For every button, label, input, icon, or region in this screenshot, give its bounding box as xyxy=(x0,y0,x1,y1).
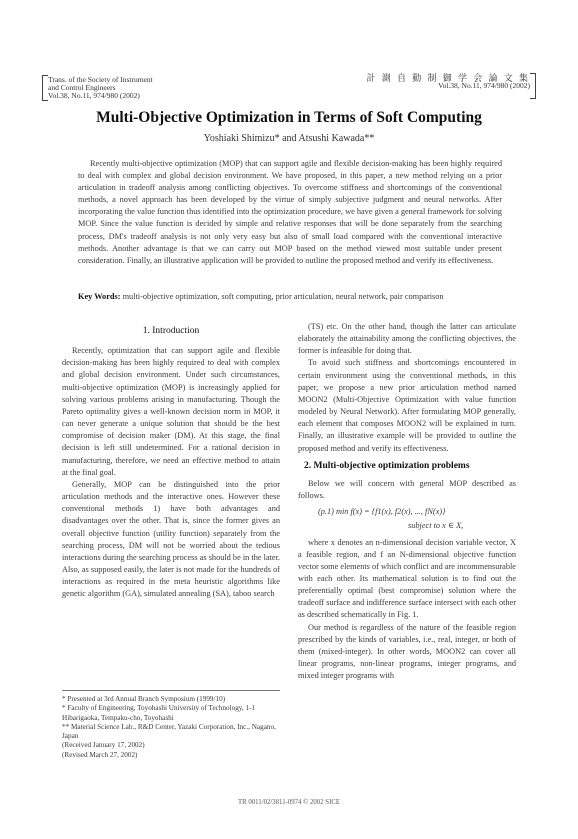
keywords xyxy=(78,291,502,302)
keywords-label: Key Words: xyxy=(78,292,121,301)
page-footer: TR 0011/02/3811-0974 © 2002 SICE xyxy=(237,799,341,806)
header-bracket-right xyxy=(530,73,536,99)
paper-authors: Yoshiaki Shimizu* and Atsushi Kawada** xyxy=(203,133,375,144)
left-column xyxy=(62,321,280,600)
right-column xyxy=(298,321,516,682)
journal-name-line2: and Control Engineers xyxy=(48,83,116,92)
right-paragraph-1: (TS) etc. On the other hand, though the latter can articulate elaborately the attainability among the conflicting objectives, the former is infeasible for doing that. xyxy=(298,322,516,356)
intro-paragraph-2: Generally, MOP can be distinguished into the prior articulation methods and the interactive ones. However these conventional methods 1) have both advantages and disadvantages over the other. That is, since the former gives an overall objective function (utility function) separately from the searching process, DM will not be worried about the tedious interactions during the searching process as should be in the later. Also, as supposed easily, the later is not made for the hundreds of interactions as required in the meta heuristic algorithms like genetic algorithm (GA), simulated annealing (SA), taboo search xyxy=(62,479,280,599)
paper-title: Multi-Objective Optimization in Terms of Soft Computing xyxy=(96,109,482,126)
header-bracket-left xyxy=(42,75,48,101)
journal-header-right xyxy=(366,74,530,90)
right-paragraph-2: To avoid such stiffness and shortcomings encountered in certain environment using the conventional methods, in this paper, we propose a new prior articulation method named MOON2 (Multi-Objective Optimization with value function modeled by Neural Network). After formulating MOP generally, each element that composes MOON2 will be explained in turn. Finally, an illustrative example will be provided to outline the proposed method and verify its effectiveness. xyxy=(298,358,516,453)
footnote-affiliation-1: * Faculty of Engineering, Toyohashi University of Technology, 1-1 Hibarigaoka, Tempaku-cho, Toyohashi xyxy=(62,704,256,722)
footnote-presented: * Presented at 3rd Annual Branch Symposium (1999/10) xyxy=(62,695,226,703)
intro-paragraph-1: Recently, optimization that can support agile and flexible decision-making has been highly required to deal with complex and global decision environment. Under such circumstances, multi-objective optimization (MOP) is increasingly applied for solving various problems arising in manufacturing. Though the Pareto optimality gives a well-known decision norm in MOP, it can never generate a unique solution that should be the best compromise of decision maker (DM). At this stage, the final decision is left still undetermined. For a rational decision in manufacturing, therefore, we need an effective method to attain at the final goal. xyxy=(62,346,280,477)
problem-formula: (p.1) min f(x) = {f1(x), f2(x), ..., fN(x)} xyxy=(318,507,446,517)
right-paragraph-5: Our method is regardless of the nature of the feasible region prescribed by the kinds of variables, i.e., real, integer, or both of them (mixed-integer). In other words, MOON2 can cover all linear programs, non-linear programs, integer programs, and mixed integer programs with xyxy=(298,622,516,681)
keywords-text: multi-objective optimization, soft computing, prior articulation, neural network, pair comparison xyxy=(120,292,444,301)
problem-constraint: subject to x ∈ X, xyxy=(408,521,464,531)
footnote-affiliation-2: ** Material Science Lab., R&D Center, Yazaki Corporation, Inc., Nagano, Japan xyxy=(62,722,276,741)
journal-volume-left: Vol.38, No.11, 974/980 (2002) xyxy=(48,91,140,100)
abstract: Recently multi-objective optimization (MOP) that can support agile and flexible decision-making has been highly required to deal with complex and global decision environment. We have proposed, in this paper, a new method relying on a prior articulation in tradeoff analysis among conflicting objectives. To overcome stiffness and shortcomings of the conventional methods, a novel approach has been developed by the virtue of simply subjective judgment and neural networks. After incorporating the value function thus identified into the optimization procedure, we have given a general framework for solving MOP. Since the value function is decided by simple and relative responses that will be done separately from the searching process, DM's tradeoff analysis is not only very easy but also of small load compared with the conventional interactive methods. Another advantage is that we can carry out MOP based on the method viewed most suitable under present consideration. Finally, an illustrative application will be provided to outline the proposed method and verify its effectiveness. xyxy=(78,159,502,265)
journal-volume-right: Vol.38, No.11, 974/980 (2002) xyxy=(438,81,530,90)
footnote-revised: (Revised March 27, 2002) xyxy=(62,750,138,759)
right-paragraph-3: Below we will concern with general MOP described as follows. xyxy=(298,478,516,501)
section-1-heading: 1. Introduction xyxy=(142,326,200,336)
journal-name-japanese: 計 測 自 動 制 御 学 会 論 文 集 xyxy=(366,73,530,83)
right-paragraph-4: where x denotes an n-dimensional decision variable vector, X a feasible region, and f an N-dimensional objective function vector some elements of which conflict and are incommensurable with each other. Its mathematical solution is to find out the preferentially optimal (best compromise) solution where the tradeoff surface and indifference surface intersect with each other as described schematically in Fig. 1. xyxy=(298,537,516,620)
footnotes xyxy=(62,690,280,760)
footnote-received: (Received January 17, 2002) xyxy=(62,741,145,750)
section-2-heading: 2. Multi-objective optimization problems xyxy=(304,460,470,471)
journal-header-left xyxy=(48,76,153,100)
journal-name-line1: Trans. of the Society of Instrument xyxy=(48,75,153,84)
